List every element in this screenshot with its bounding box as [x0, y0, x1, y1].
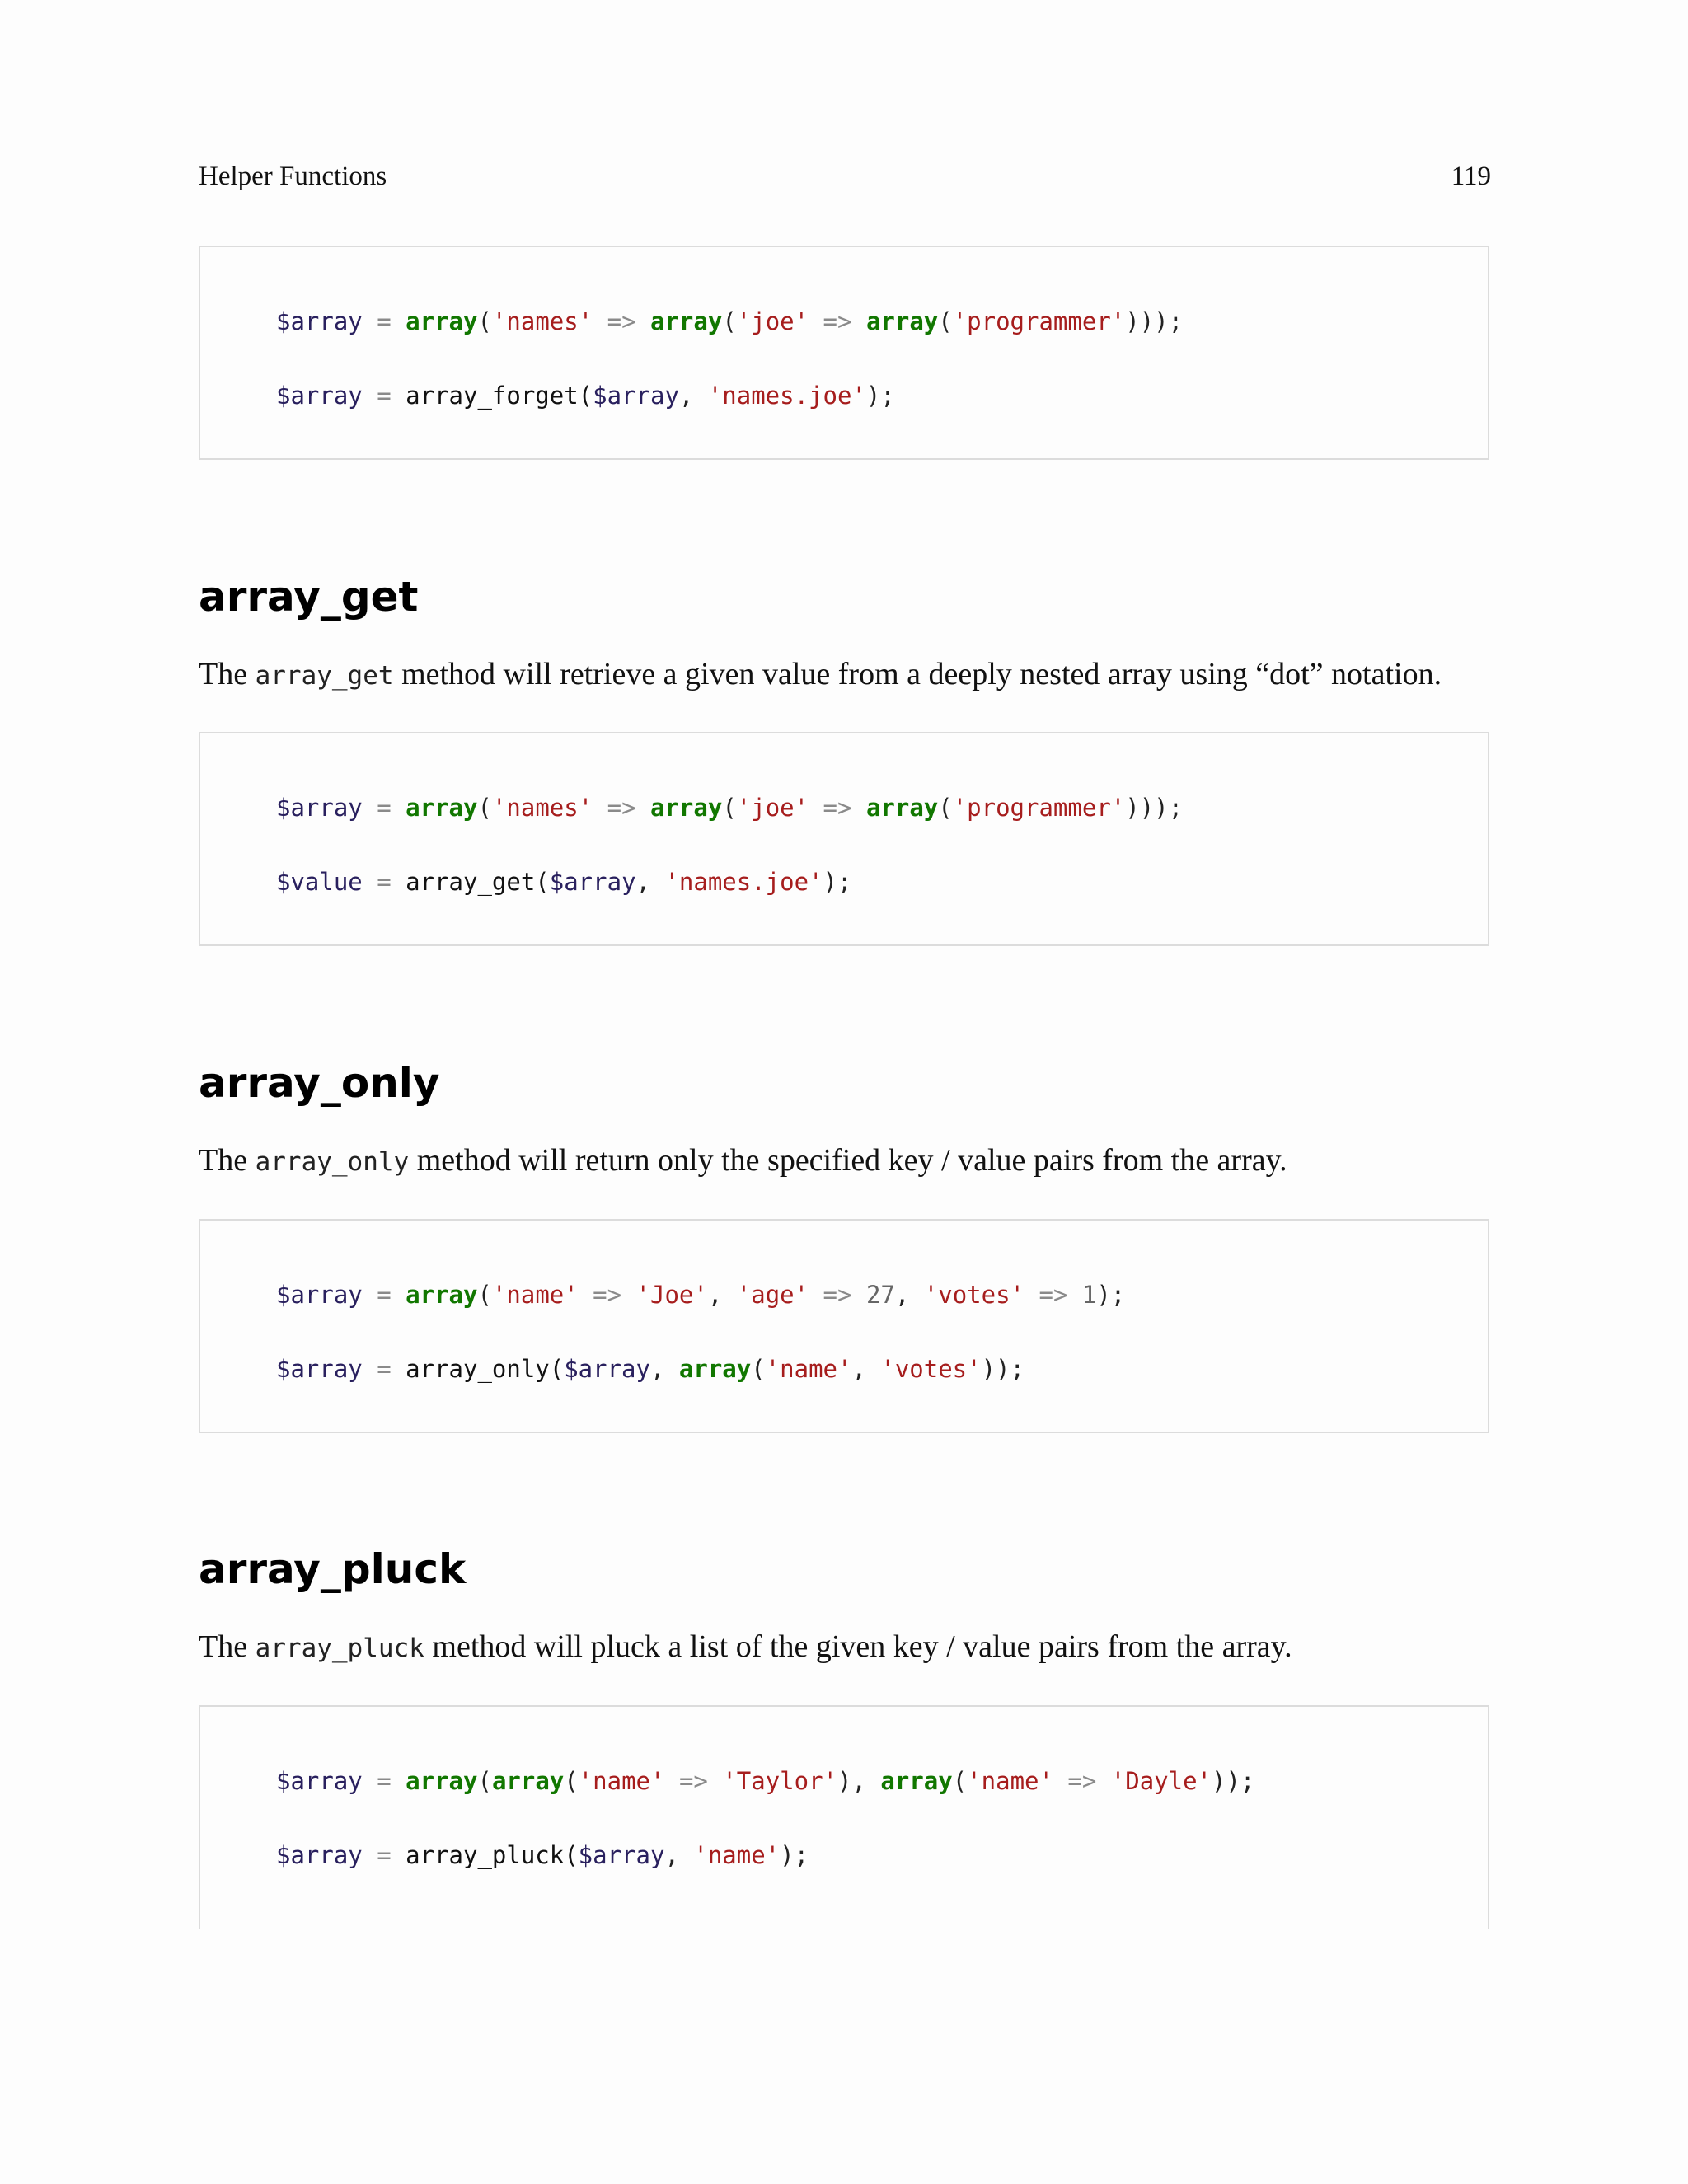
- description-prefix: The: [199, 1143, 256, 1178]
- code-keyword: array: [650, 794, 723, 822]
- code-block-array-pluck: [199, 1705, 1489, 1929]
- code-keyword: array: [406, 307, 478, 335]
- chapter-title: Helper Functions: [199, 162, 387, 191]
- code-punctuation: (: [477, 1281, 492, 1309]
- code-operator: =: [362, 1355, 406, 1383]
- description-suffix: method will return only the specified key / value pairs from the array.: [409, 1143, 1287, 1178]
- code-variable: $value: [276, 868, 363, 896]
- code-line-2: [276, 381, 895, 410]
- section-description-array-get: [199, 654, 1442, 696]
- code-line-2: [276, 1354, 1025, 1384]
- description-suffix: method will retrieve a given value from a deeply nested array using “dot” notation.: [393, 657, 1442, 691]
- code-punctuation: (: [751, 1355, 766, 1383]
- code-punctuation: (: [477, 794, 492, 822]
- code-string: 'programmer': [952, 307, 1126, 335]
- code-operator: =: [362, 307, 406, 335]
- code-string: 'name': [693, 1841, 781, 1869]
- code-block-array-only: [199, 1219, 1489, 1433]
- code-punctuation: ));: [1212, 1767, 1255, 1795]
- code-keyword: array: [865, 794, 939, 822]
- code-string: 'Taylor': [722, 1767, 838, 1795]
- code-block-array-forget: [199, 246, 1489, 460]
- code-line-1: [276, 793, 1183, 823]
- code-keyword: array: [880, 1767, 953, 1795]
- code-operator: =: [362, 1841, 406, 1869]
- code-operator: =>: [593, 794, 650, 822]
- code-line-1: [276, 1280, 1125, 1310]
- code-string: 'name': [491, 1281, 579, 1309]
- code-keyword: array: [865, 307, 939, 335]
- code-string: 'names.joe': [707, 382, 866, 410]
- code-operator: =>: [809, 1281, 866, 1309]
- code-punctuation: ),: [837, 1767, 881, 1795]
- code-punctuation: (: [722, 307, 737, 335]
- code-string: 'names': [491, 794, 593, 822]
- code-string: 'age': [736, 1281, 809, 1309]
- code-punctuation: (: [938, 307, 953, 335]
- page-number: 119: [1451, 162, 1491, 191]
- code-variable: $array: [276, 1767, 363, 1795]
- section-description-array-only: [199, 1141, 1287, 1182]
- code-variable: $array: [276, 1355, 363, 1383]
- code-punctuation: ,: [649, 1355, 679, 1383]
- section-description-array-pluck: [199, 1627, 1292, 1668]
- code-variable: $array: [276, 794, 363, 822]
- code-operator: =>: [1053, 1767, 1111, 1795]
- code-variable: $array: [549, 868, 636, 896]
- code-punctuation: (: [722, 794, 737, 822]
- code-operator: =>: [664, 1767, 723, 1795]
- code-operator: =>: [809, 307, 866, 335]
- code-string: 'joe': [736, 307, 809, 335]
- code-block-array-get: [199, 732, 1489, 946]
- section-heading-array-get: array_get: [199, 573, 419, 621]
- inline-code: array_get: [255, 661, 394, 691]
- code-operator: =>: [593, 307, 650, 335]
- description-prefix: The: [199, 657, 256, 691]
- code-function: array_pluck(: [406, 1841, 579, 1869]
- running-header: [199, 162, 1491, 192]
- code-string: 'votes': [880, 1355, 982, 1383]
- code-string: 'name': [765, 1355, 852, 1383]
- code-string: 'name': [967, 1767, 1053, 1795]
- code-string: 'names': [491, 307, 593, 335]
- code-number: 27: [865, 1281, 895, 1309]
- code-string: 'programmer': [952, 794, 1126, 822]
- code-operator: =: [362, 1281, 406, 1309]
- code-punctuation: (: [952, 1767, 968, 1795]
- code-keyword: array: [406, 1281, 478, 1309]
- code-keyword: array: [650, 307, 723, 335]
- code-punctuation: )));: [1125, 794, 1184, 822]
- code-variable: $array: [578, 1841, 665, 1869]
- code-operator: =>: [809, 794, 866, 822]
- code-punctuation: ,: [707, 1281, 737, 1309]
- code-punctuation: ,: [664, 1841, 694, 1869]
- description-prefix: The: [199, 1629, 256, 1664]
- section-heading-array-pluck: array_pluck: [199, 1545, 467, 1593]
- code-number: 1: [1081, 1281, 1097, 1309]
- inline-code: array_pluck: [255, 1633, 424, 1663]
- code-keyword: array: [678, 1355, 752, 1383]
- code-operator: =>: [578, 1281, 636, 1309]
- code-punctuation: (: [477, 307, 492, 335]
- code-string: 'name': [578, 1767, 665, 1795]
- code-punctuation: (: [564, 1767, 579, 1795]
- code-punctuation: ,: [678, 382, 708, 410]
- code-punctuation: )));: [1125, 307, 1184, 335]
- code-keyword: array: [491, 1767, 565, 1795]
- code-keyword: array: [406, 794, 478, 822]
- code-punctuation: );: [823, 868, 852, 896]
- code-variable: $array: [564, 1355, 650, 1383]
- code-line-2: [276, 867, 851, 897]
- code-punctuation: (: [477, 1767, 492, 1795]
- code-variable: $array: [276, 382, 363, 410]
- code-variable: $array: [276, 307, 363, 335]
- code-punctuation: );: [1096, 1281, 1126, 1309]
- code-function: array_only(: [406, 1355, 565, 1383]
- code-punctuation: );: [780, 1841, 809, 1869]
- code-keyword: array: [406, 1767, 478, 1795]
- code-string: 'names.joe': [664, 868, 823, 896]
- code-variable: $array: [276, 1841, 363, 1869]
- code-variable: $array: [276, 1281, 363, 1309]
- code-function: array_forget(: [406, 382, 593, 410]
- code-string: 'joe': [736, 794, 809, 822]
- code-punctuation: );: [865, 382, 895, 410]
- code-punctuation: ,: [851, 1355, 881, 1383]
- inline-code: array_only: [255, 1147, 410, 1177]
- code-line-1: [276, 307, 1183, 336]
- code-punctuation: (: [938, 794, 953, 822]
- code-punctuation: ,: [894, 1281, 924, 1309]
- code-string: 'Joe': [635, 1281, 708, 1309]
- section-heading-array-only: array_only: [199, 1059, 440, 1107]
- code-operator: =>: [1025, 1281, 1082, 1309]
- code-line-1: [276, 1766, 1254, 1796]
- code-string: 'votes': [923, 1281, 1025, 1309]
- code-operator: =: [362, 382, 406, 410]
- code-string: 'Dayle': [1110, 1767, 1212, 1795]
- code-punctuation: ));: [981, 1355, 1025, 1383]
- code-operator: =: [362, 1767, 406, 1795]
- code-variable: $array: [593, 382, 679, 410]
- code-punctuation: ,: [635, 868, 665, 896]
- code-operator: =: [362, 794, 406, 822]
- description-suffix: method will pluck a list of the given key / value pairs from the array.: [424, 1629, 1292, 1664]
- code-function: array_get(: [406, 868, 550, 896]
- code-operator: =: [362, 868, 406, 896]
- code-line-2: [276, 1840, 809, 1870]
